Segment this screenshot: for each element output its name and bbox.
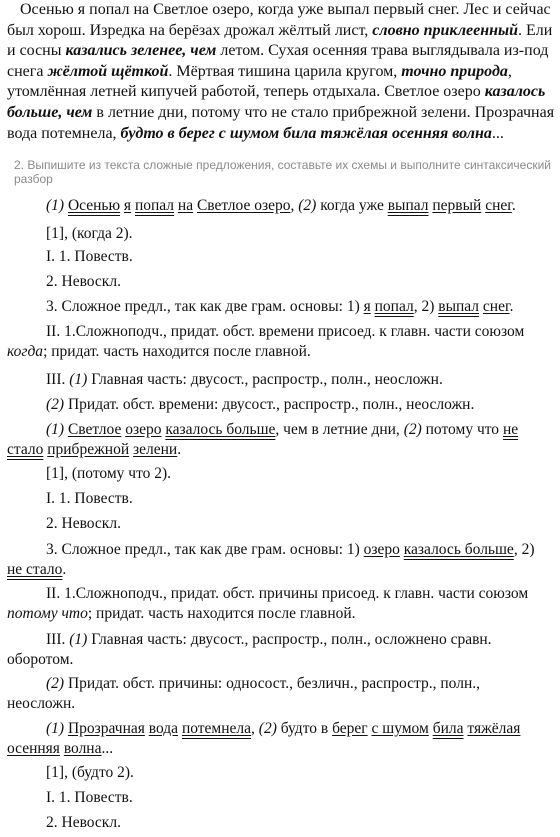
part-number: (1) [69,371,88,388]
part-number: (2) [46,675,65,692]
text-segment: будто в [280,720,329,737]
subject: вода [148,720,179,737]
text-segment: Придат. обст. времени: двусост., распростр., полн., неосложн. [64,396,475,413]
analysis-line [7,630,547,670]
text-segment: 3. Сложное предл., так как две грам. основы: 1) [46,298,364,315]
punct: . [62,561,67,578]
highlighted-phrase: казалось больше, чем [7,83,546,121]
text-segment: III. [46,631,70,648]
analysis-line [46,396,474,414]
predicate: казалось больше [165,421,276,438]
part-number: (1) [46,720,65,737]
subject: снег [485,197,512,214]
word: с шумом [371,720,429,737]
text-segment: Главная часть: двусост., распростр., полн., неосложн. [87,371,443,388]
text-segment: Главная часть: двусост., распростр., полн., осложнено сравн. оборотом. [7,631,492,668]
subject: озеро [125,421,162,438]
highlighted-phrase: словно приклеенный [372,21,518,39]
analysis-line: I. 1. Повеств. [46,248,133,265]
predicate: выпал [438,298,480,315]
predicate: не [502,421,519,438]
analysis-line [46,371,443,389]
text-segment: . Ели и сосны [7,21,553,60]
punct: , [251,720,255,737]
word: берег [332,720,368,737]
task-heading: 2. Выпишите из текста сложные предложения, составьте их схемы и выполните синтаксический разбор [14,158,551,186]
subject: снег [482,298,510,315]
part-number: (2) [403,421,422,438]
predicate: попал [374,298,414,315]
analysis-line [7,674,547,714]
word: Прозрачная [67,720,145,737]
part-number: (2) [298,197,317,214]
punct: . [511,197,516,214]
part-number: (1) [69,631,88,648]
word: когда уже [320,197,384,214]
punct: . [509,298,514,315]
analysis-line [46,298,513,316]
analysis-line [7,322,547,362]
predicate: стало [7,441,44,458]
predicate: выпал [387,197,429,214]
scheme-3: [1], (будто 2). [46,764,134,781]
word: Осенью [67,197,121,214]
analysis-line: I. 1. Повеств. [46,789,133,806]
highlighted-phrase: будто в берег с шумом била тяжёлая осенняя волна [120,124,492,142]
word: на [177,197,194,214]
text-segment: ... [491,124,504,142]
conjunction: потому что [7,605,88,622]
word: прибрежной [47,441,130,458]
text-segment: Осенью я попал на Светлое озеро, когда уже выпал первый снег. Лес и сейчас был хорош. Изредка на берёзах дрожал жёлтый лист, [7,1,551,39]
text-segment: в летние дни, потому что не стало прибрежной зелени. Прозрачная вода потемнела, [7,103,555,142]
part-number: (2) [46,396,65,413]
analysis-line: 2. Невоскл. [46,273,121,290]
text-segment: летом. Сухая осенняя трава выглядывала из-под снега [7,42,549,80]
analysis-line: 2. Невоскл. [46,814,121,831]
punct: . [177,441,182,458]
part-number: (1) [46,421,65,438]
predicate: потемнела [181,720,252,737]
punct: ... [101,740,114,757]
text-segment: II. 1.Сложноподч., придат. обст. причины присоед. к главн. части союзом [46,585,529,602]
conjunction: когда [7,343,44,360]
text-segment: ; придат. часть находится после главной. [87,605,356,622]
word: зелени [133,441,178,458]
scheme-1: [1], (когда 2). [46,225,133,242]
highlighted-phrase: казались зеленее, чем [65,42,217,60]
text-segment: , 2) [513,541,535,558]
predicate: попал [134,197,175,214]
text-segment: потому что [421,421,503,438]
text-segment: II. 1.Сложноподч., придат. обст. времени присоед. к главн. части союзом [46,323,525,340]
source-text [7,0,555,144]
text-segment: . Мёртвая тишина царила кругом, [168,62,402,80]
predicate: не стало [7,561,63,578]
word: Светлое озеро [196,197,291,214]
highlighted-phrase: жёлтой щёткой [47,62,169,80]
predicate: казалось больше [403,541,514,558]
analysis-line: 2. Невоскл. [46,515,121,532]
sentence-3 [7,719,552,759]
scheme-2: [1], (потому что 2). [46,465,172,482]
text-segment: 3. Сложное предл., так как две грам. основы: 1) [46,541,364,558]
highlighted-phrase: точно природа [401,62,508,80]
subject: я [123,197,132,214]
sentence-2 [7,420,547,460]
part-number: (1) [46,197,65,214]
text-segment: , чем в летние дни, [275,421,404,438]
punct: , [290,197,295,214]
word: Светлое [67,421,122,438]
predicate: била [432,720,464,737]
text-segment: , утомлённая летней кипучей работой, теперь отдыхала. Светлое озеро [7,62,512,101]
text-segment: Придат. обст. причины: односост., безличн., распростр., полн., неосложн. [7,675,481,712]
subject: волна [63,740,102,757]
analysis-line: I. 1. Повеств. [46,490,133,507]
sentence-1 [46,197,516,215]
part-number: (2) [258,720,277,737]
text-segment: III. [46,371,70,388]
text-segment: , 2) [413,298,439,315]
text-segment: ; придат. часть находится после главной. [43,343,311,360]
subject: я [363,298,371,315]
analysis-line [7,540,547,580]
subject: озеро [363,541,400,558]
word: тяжёлая осенняя [7,720,521,757]
analysis-line [7,584,547,624]
word: первый [432,197,482,214]
